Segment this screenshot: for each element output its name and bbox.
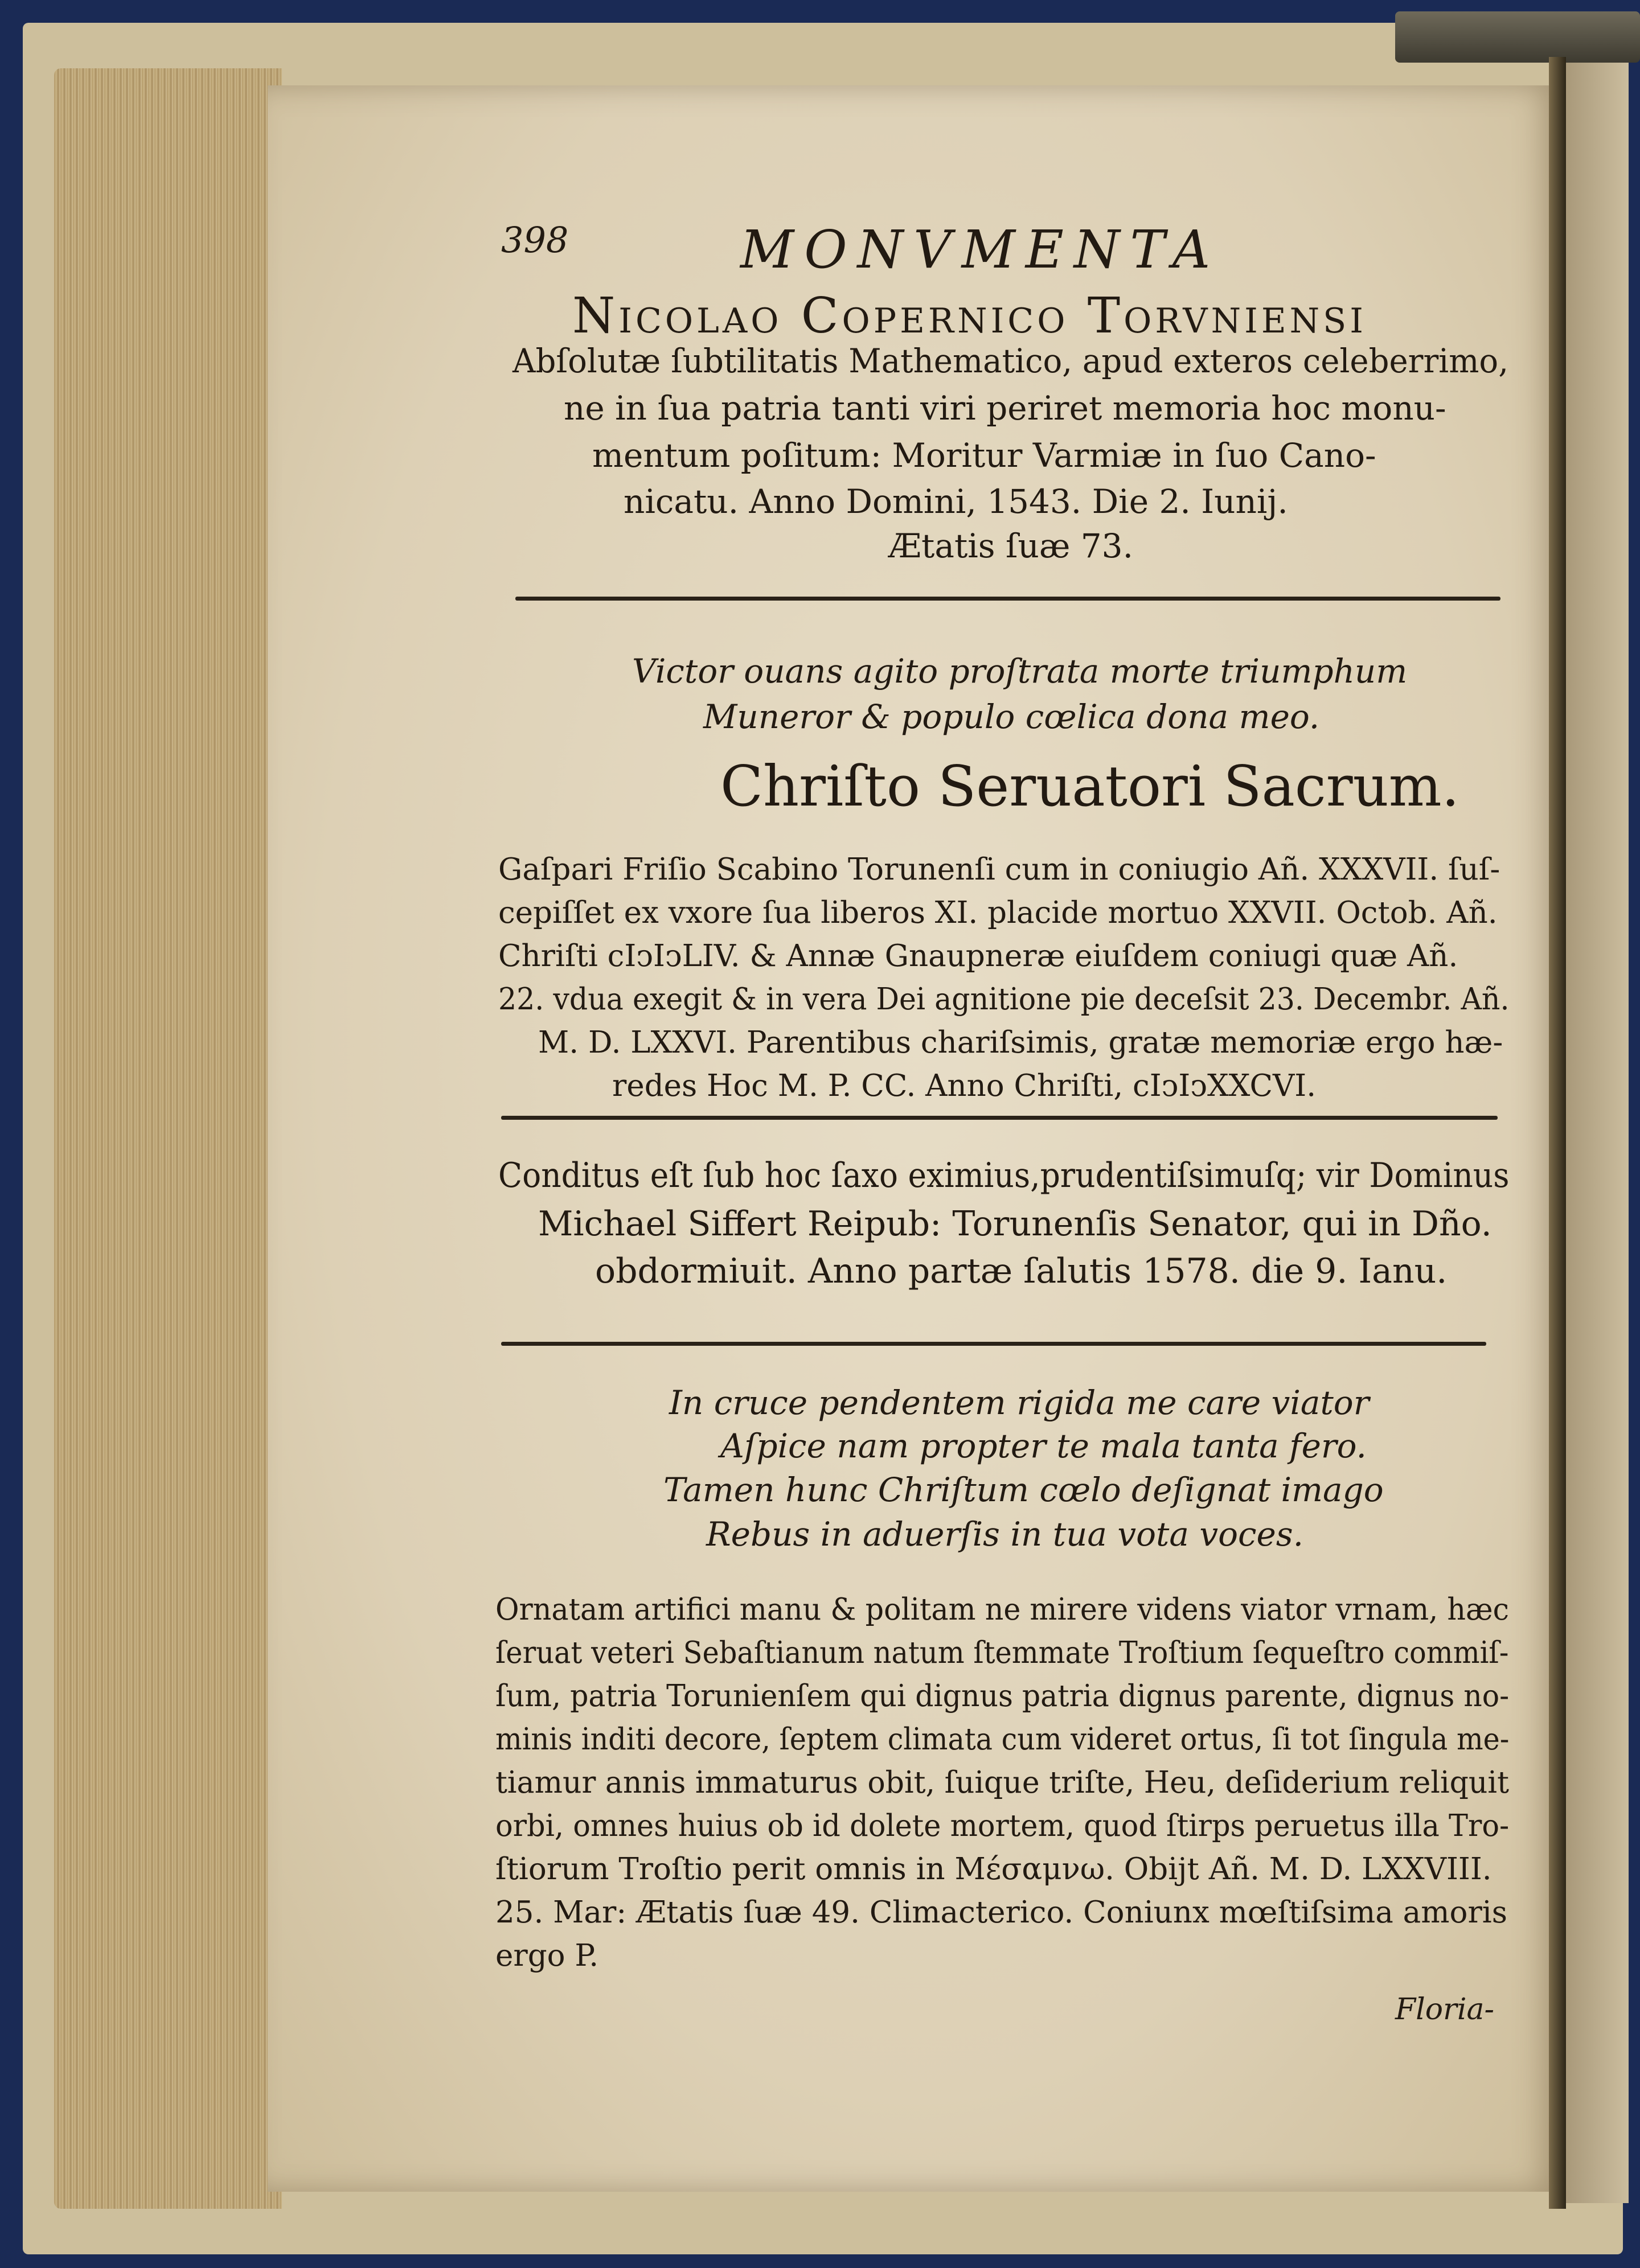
page-edges [54, 68, 282, 2209]
trostius-line: Ornatam artifici manu & politam ne mirere videns viator vrnam, hæc [495, 1592, 1509, 1627]
frisius-line: Gaſpari Friſio Scabino Torunenſi cum in coniugio Añ. XXXVII. ſuſ- [498, 852, 1500, 887]
verse-line: Tamen hunc Chriſtum cœlo deſignat imago [663, 1470, 1384, 1509]
copernicus-line: Abſolutæ ſubtilitatis Mathematico, apud exteros celeberrimo, [512, 342, 1509, 380]
book-gutter [1549, 57, 1566, 2209]
trostius-line: tiamur annis immaturus obit, ſuique triſte, Heu, deſiderium reliquit [495, 1765, 1509, 1800]
dedication-title: Chriſto Seruatori Sacrum. [720, 754, 1459, 819]
section-rule [501, 1342, 1486, 1346]
catchword: Floria- [1395, 1992, 1495, 2027]
verse-line: Rebus in aduerſis in tua vota voces. [706, 1515, 1304, 1554]
copernicus-line: nicatu. Anno Domini, 1543. Die 2. Iunij. [624, 482, 1288, 521]
trostius-line: ſum, patria Torunienſem qui dignus patria dignus parente, dignus no- [495, 1679, 1510, 1714]
copernicus-line: ne in ſua patria tanti viri periret memoria hoc monu- [564, 389, 1446, 428]
trostius-line: ſtiorum Troſtio perit omnis in Μέσαμνω. Obijt Añ. M. D. LXXVIII. [495, 1852, 1492, 1887]
frisius-line: M. D. LXXVI. Parentibus chariſsimis, gratæ memoriæ ergo hæ- [538, 1025, 1503, 1060]
section-rule [515, 597, 1500, 601]
facing-page-edge [1566, 63, 1629, 2203]
book-spine [1395, 11, 1640, 63]
frisius-line: cepiſſet ex vxore ſua liberos XI. placide mortuo XXVII. Octob. Añ. [498, 895, 1498, 930]
verse-line: In cruce pendentem rigida me care viator [669, 1383, 1370, 1422]
copernicus-heading: Nicolao Copernico Torvniensi [572, 287, 1367, 344]
verse-line: Muneror & populo cœlica dona meo. [703, 697, 1320, 736]
siffert-line: obdormiuit. Anno partæ ſalutis 1578. die 9. Ianu. [595, 1251, 1448, 1291]
verse-line: Victor ouans agito proſtrata morte triumphum [632, 652, 1408, 691]
copernicus-line: Ætatis ſuæ 73. [888, 527, 1134, 565]
page-number: 398 [501, 219, 569, 261]
siffert-line: Conditus eſt ſub hoc ſaxo eximius,prudentiſsimuſq; vir Dominus [498, 1156, 1510, 1195]
section-rule [501, 1116, 1498, 1120]
frisius-line: redes Hoc M. P. CC. Anno Chriſti, cIↄIↄXXCVI. [612, 1069, 1317, 1103]
verse-line: Aſpice nam propter te mala tanta fero. [720, 1427, 1367, 1465]
trostius-line: minis inditi decore, ſeptem climata cum videret ortus, ſi tot ſingula me- [495, 1722, 1510, 1757]
trostius-line: ſeruat veteri Sebaſtianum natum ſtemmate Troſtium ſequeſtro commiſ- [495, 1636, 1509, 1670]
siffert-line: Michael Siffert Reipub: Torunenſis Senator, qui in Dño. [538, 1204, 1492, 1244]
running-head: MONVMENTA [740, 219, 1221, 280]
trostius-line: ergo P. [495, 1938, 599, 1973]
frisius-line: 22. vdua exegit & in vera Dei agnitione pie deceſsit 23. Decembr. Añ. [498, 982, 1510, 1017]
trostius-line: orbi, omnes huius ob id dolete mortem, quod ſtirps peruetus illa Tro- [495, 1809, 1510, 1843]
copernicus-line: mentum poſitum: Moritur Varmiæ in ſuo Cano- [592, 436, 1376, 475]
trostius-line: 25. Mar: Ætatis ſuæ 49. Climacterico. Coniunx mœſtiſsima amoris [495, 1895, 1507, 1930]
frisius-line: Chriſti cIↄIↄLIV. & Annæ Gnaupneræ eiuſdem coniugi quæ Añ. [498, 939, 1458, 973]
